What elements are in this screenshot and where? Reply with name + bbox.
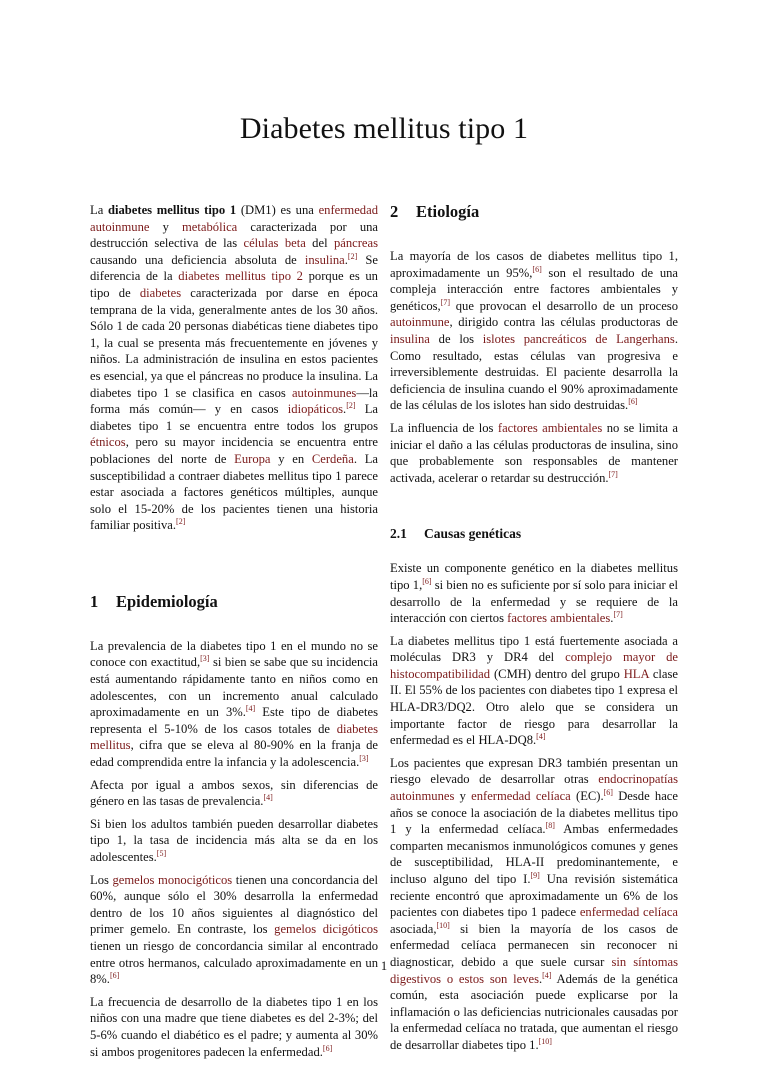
text-run: La [90, 203, 108, 217]
text-run: y [149, 219, 183, 234]
reference-link[interactable]: [6] [422, 576, 432, 586]
text-run: y en [270, 451, 312, 466]
text-run: caracterizada por una destrucción selectiva de las [90, 219, 378, 251]
body-paragraph [390, 633, 678, 749]
body-paragraph [390, 560, 678, 626]
text-run: . [343, 402, 347, 417]
reference-link[interactable]: [4] [263, 793, 273, 803]
right-column [390, 202, 678, 1060]
text-run: Los pacientes que expresan DR3 también presentan un riesgo elevado de desarrollar otras [390, 755, 678, 787]
reference-link[interactable]: [6] [532, 264, 542, 274]
reference-link[interactable]: [10] [538, 1036, 552, 1046]
subsection-title: Causas genéticas [424, 526, 522, 542]
wiki-link[interactable]: complejo mayor de histocompatibilidad [390, 650, 678, 681]
section-heading-etiologia [390, 202, 678, 222]
text-run: , dirigido contra las células productoras de [449, 315, 678, 330]
text-run: causando una deficiencia absoluta de [90, 252, 305, 267]
subsection-body-causas-geneticas [390, 560, 678, 1053]
body-paragraph [90, 777, 378, 810]
text-run: son el resultado de una compleja interacción entre factores ambientales y genéticos, [390, 265, 678, 313]
text-run: Existe un componente genético en la diabetes mellitus tipo 1, [390, 561, 678, 592]
reference-link[interactable]: [4] [542, 970, 552, 980]
wiki-link[interactable]: insulina [390, 331, 430, 346]
text-run: . [344, 252, 348, 267]
reference-link[interactable]: [10] [436, 920, 450, 930]
wiki-link[interactable]: endocrinopatías autoinmunes [390, 772, 678, 804]
subsection-heading-causas-geneticas [390, 526, 678, 542]
text-run: Se diferencia de la [90, 252, 378, 284]
text-run: . [538, 971, 543, 986]
page-number: 1 [380, 959, 388, 973]
wiki-link[interactable]: diabetes mellitus [90, 721, 378, 753]
section-title: Etiología [416, 202, 480, 221]
section-number: 1 [90, 591, 99, 611]
reference-link[interactable]: [9] [530, 870, 540, 880]
text-run: —la forma más común— y en casos [90, 385, 378, 417]
text-run: Afecta por igual a ambos sexos, sin diferencias de género en las tasas de prevalencia. [90, 777, 378, 809]
text-run: clase II. El 55% de los pacientes con diabetes tipo 1 expresa el HLA-DR3/DQ2. Otro alelo que se considera un importante factor de riesgo para desarrollar la enfermedad es el HLA-DQ8. [390, 666, 678, 748]
text-run: (CMH) dentro del grupo [490, 666, 624, 681]
section-number: 2 [390, 202, 399, 221]
body-paragraph [90, 994, 378, 1060]
text-run: tienen una concordancia del 60%, aunque sólo el 30% desarrolla la enfermedad dentro de los 10 años siguientes al diagnóstico del primer gemelo. En contraste, los [90, 872, 379, 937]
wiki-link[interactable]: étnicos [90, 435, 126, 450]
reference-link[interactable]: [4] [536, 732, 546, 742]
text-run: no se limita a iniciar el daño a las células productoras de insulina, sino que probablemente son responsables de mantener activada, acelerar o retardar su destrucción. [390, 420, 679, 485]
text-run: La mayoría de los casos de diabetes mellitus tipo 1, aproximadamente un 95%, [390, 249, 678, 280]
wiki-link[interactable]: gemelos dicigóticos [274, 922, 378, 937]
wiki-link[interactable]: Cerdeña [311, 451, 354, 466]
body-paragraph [90, 816, 378, 866]
reference-link[interactable]: [8] [545, 821, 555, 831]
text-run: . La susceptibilidad a contraer diabetes mellitus tipo 1 parece estar asociada a factores genéticos múltiples, aunque solo el 15-20% de los pacientes tienen una historia familiar positiva. [90, 451, 378, 533]
wiki-link[interactable]: factores ambientales [507, 611, 611, 626]
wiki-link[interactable]: Europa [234, 451, 271, 466]
reference-link[interactable]: [6] [109, 970, 120, 980]
text-run: asociada, [390, 921, 437, 936]
wiki-link[interactable]: sin síntomas digestivos o estos son leves [390, 954, 679, 986]
reference-link[interactable]: [7] [608, 469, 618, 479]
text-run: La frecuencia de desarrollo de la diabetes tipo 1 en los niños con una madre que tiene diabetes es del 2-3%; del 5-6% cuando el diabético es el padre; y aumenta al 30% si ambos progenitores padecen la enfermedad. [90, 994, 378, 1059]
intro-paragraph [90, 202, 378, 534]
text-run: del [305, 236, 334, 251]
wiki-link[interactable]: enfermedad celíaca [579, 905, 679, 920]
bold-term: diabetes mellitus tipo 1 [107, 203, 237, 217]
wiki-link[interactable]: factores ambientales [497, 420, 603, 435]
wiki-link[interactable]: enfermedad celíaca [471, 789, 571, 804]
text-run: La influencia de los [390, 420, 498, 435]
text-run: porque es un tipo de [90, 269, 378, 300]
section-title: Epidemiología [116, 591, 218, 611]
text-run: Si bien los adultos también pueden desarrollar diabetes tipo 1, la tasa de incidencia más alta se da en los adolescentes. [90, 816, 378, 864]
text-run: si bien no es suficiente por sí solo para iniciar el desarrollo de la enfermedad y se requiere de la interacción con ciertos [390, 577, 678, 626]
text-run: La diabetes mellitus tipo 1 está fuertemente asociada a moléculas DR3 y DR4 del [390, 633, 678, 665]
text-run: Ambas enfermedades comparten mecanismos inmunológicos comunes y genes de susceptibilidad, HLA-II predominantemente, e incluso alguno del tipo I. [390, 822, 678, 886]
wiki-link[interactable]: insulina [304, 252, 345, 267]
text-run: caracterizada por darse en época temprana de la vida, generalmente antes de los 30 años. Sólo 1 de cada 20 personas diabéticas tiene diabetes tipo 1, la cual se presenta más frecuentemente en jóvenes y niños. La administración de insulina en estos pacientes es esencial, ya que el páncreas no produce la insulina. La diabetes tipo 1 se clasifica en casos [90, 285, 378, 400]
reference-link[interactable]: [2] [346, 400, 356, 410]
wiki-link[interactable]: gemelos monocigóticos [112, 872, 233, 887]
text-run: Este tipo de diabetes representa el 5-10% de los casos totales de [90, 705, 378, 736]
left-column [90, 202, 378, 1066]
text-run: (EC). [570, 789, 604, 804]
wiki-link[interactable]: autoinmune [390, 315, 450, 330]
section-heading-epidemiologia [90, 592, 378, 612]
text-run: La diabetes tipo 1 se encuentra entre todos los grupos [90, 402, 378, 433]
page-title: Diabetes mellitus tipo 1 [239, 112, 529, 145]
reference-link[interactable]: [2] [176, 517, 186, 527]
text-run: La prevalencia de la diabetes tipo 1 en el mundo no se conoce con exactitud, [90, 638, 378, 670]
text-run: si bien la mayoría de los casos de enfermedad celíaca permanecen sin reconocer ni diagnosticar, debido a que suele cursar [390, 921, 678, 969]
reference-link[interactable]: [6] [603, 787, 613, 797]
subsection-number: 2.1 [390, 526, 407, 542]
reference-link[interactable]: [2] [347, 251, 358, 261]
wiki-link[interactable]: autoinmunes [291, 385, 357, 400]
body-paragraph [390, 755, 678, 1054]
wiki-link[interactable]: enfermedad autoinmune [90, 203, 378, 234]
reference-link[interactable]: [6] [628, 397, 638, 407]
text-run: de los [429, 331, 483, 346]
wiki-link[interactable]: páncreas [333, 236, 379, 251]
wiki-link[interactable]: diabetes [139, 285, 182, 300]
reference-link[interactable]: [6] [322, 1043, 333, 1053]
wiki-link[interactable]: HLA [623, 666, 649, 681]
text-run: Una revisión sistemática reciente encontró que aproximadamente un 6% de los pacientes con diabetes tipo 1 padece [390, 872, 678, 920]
reference-link[interactable]: [3] [200, 654, 210, 664]
body-paragraph [390, 420, 678, 486]
text-run: Además de la genética común, esta asociación puede explicarse por la inflamación o las deficiencias nutricionales causadas por la enfermedad celíaca no tratada, que aumentan el riesgo de desarrollar diabetes tipo 1. [390, 971, 679, 1052]
text-run: si bien se sabe que su incidencia está aumentando rápidamente tanto en niños como en adolescentes, con un incremento anual calculado aproximadamente en un 3%. [90, 655, 378, 720]
text-run: . Como resultado, estas células van progresiva e irreversiblemente destruidas. El paciente desarrolla la deficiencia de insulina cuando el 90% aproximadamente de las células de los islotes han sido destruidas. [390, 331, 678, 413]
reference-link[interactable]: [7] [613, 609, 623, 619]
text-run: y [454, 789, 472, 804]
body-paragraph [90, 638, 378, 771]
body-paragraph [390, 248, 678, 414]
section-body-epidemiologia [90, 638, 378, 1060]
reference-link[interactable]: [5] [156, 848, 167, 858]
text-run: , cifra que se eleva al 80-90% en la franja de edad comprendida entre la infancia y la adolescencia. [90, 738, 378, 770]
reference-link[interactable]: [4] [245, 704, 256, 714]
text-run: (DM1) es una [236, 203, 319, 217]
wiki-link[interactable]: células beta [243, 236, 306, 251]
text-run: que provocan el desarrollo de un proceso [450, 298, 678, 313]
text-run: , pero su mayor incidencia se encuentra entre poblaciones del norte de [90, 435, 378, 466]
section-body-etiologia [390, 248, 678, 486]
text-run: Desde hace años se conoce la asociación de la diabetes mellitus tipo 1 y la enfermedad celíaca. [390, 789, 678, 837]
wiki-link[interactable]: metabólica [182, 219, 238, 234]
text-run: Los [90, 872, 113, 887]
text-run: . [610, 611, 614, 626]
text-run: tienen un riesgo de concordancia similar al encontrado entre otros hermanos, calculado aproximadamente en un 8%. [90, 938, 378, 987]
reference-link[interactable]: [3] [359, 753, 369, 763]
wiki-link[interactable]: islotes pancreáticos de Langerhans [482, 331, 675, 346]
reference-link[interactable]: [7] [440, 297, 451, 307]
wiki-link[interactable]: idiopáticos [287, 402, 344, 417]
wiki-link[interactable]: diabetes mellitus tipo 2 [178, 269, 303, 284]
